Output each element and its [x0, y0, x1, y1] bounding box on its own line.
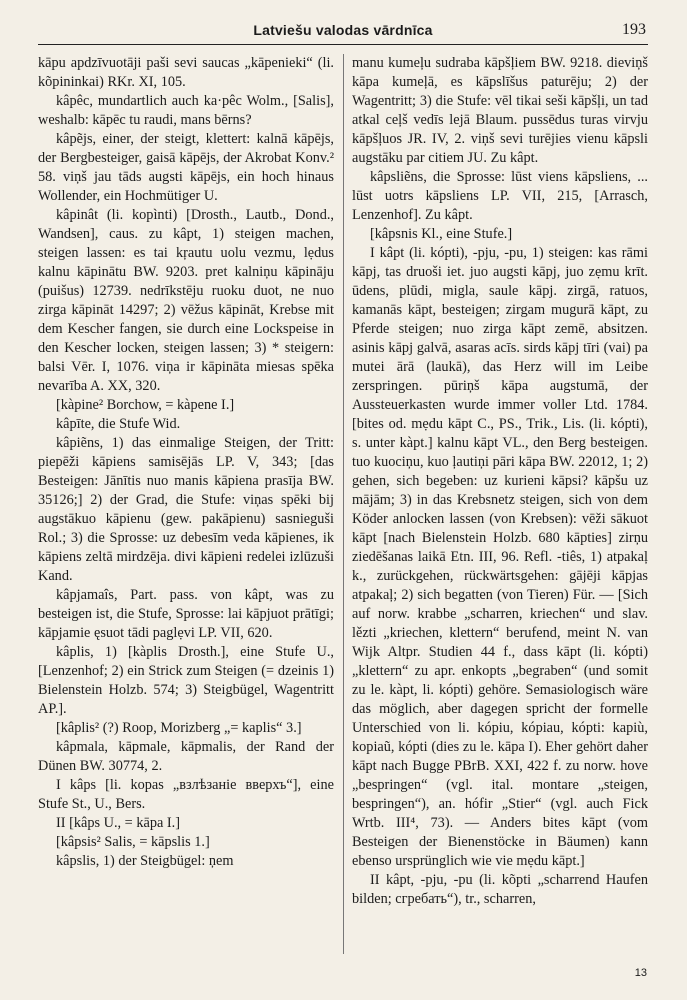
entry-kaps-2: II [kâps U., = kāpa I.] — [56, 815, 180, 831]
entry-kapec: kâpêc, mundartlich auch ka·pêc Wolm., [Salis], weshalb: kāpēc tu raudi, mans bērns? — [38, 93, 334, 128]
entry-kapsis2: [kâpsis² Salis, = kāpslis 1.] — [56, 834, 210, 850]
entry-kapejs: kâpẽjs, einer, der steigt, klettert: kalnā kāpējs, der Bergbesteiger, gaisā kāpējs, der Akrobat Konv.² 58. viņš jau tāds augsti kāpējs, ein hoch hinaus Wollender, ein Hochmütiger U. — [38, 131, 334, 204]
entry-kapjamais: kâpjamaîs, Part. pass. von kâpt, was zu besteigen ist, die Stufe, Sprosse: lai kāpjuot prātīgi; kāpjamie ęsuot tādi paglẹvi LP. VII, 620. — [38, 587, 334, 641]
left-column — [38, 54, 334, 954]
entry-kapmala: kâpmala, kāpmale, kāpmalis, der Rand der Dünen BW. 30774, 2. — [38, 739, 334, 774]
entry-kapsliens: kâpsliẽns, die Sprosse: lūst viens kāpsliens, ... lūst uotrs kāpsliens LP. VII, 215, [Arrasch, Lenzenhof]. Zu kâpt. — [352, 169, 648, 223]
entry-kaplis: kâplis, 1) [kàplis Drosth.], eine Stufe U., [Lenzenhof; 2) ein Strick zum Steigen (= dzeinis 1) Bielenstein Holzb. 574; 3) Steigbügel, Wagentritt AP.]. — [38, 644, 334, 717]
page-number: 193 — [622, 21, 646, 38]
entry-kaps-1: I kâps [li. kopas „взлѣзаніе вверхъ“], eine Stufe St., U., Bers. — [38, 777, 334, 812]
page-header — [38, 18, 648, 45]
entry-kapinat: kâpinât (li. kopìnti) [Drosth., Lautb., Dond., Wandsen], caus. zu kâpt, 1) steigen machen, steigen lassen: es tai kŗautu uolu vezmu, lẹdus kalnu kāpinātu BW. 9203. pret kalniņu kāpināju (puišus) 12739. nedrīkstēju ruoku duot, ne nuo zirga kāpināt 14297; 2) vēžus kāpināt, Krebse mit dem Kescher fangen, sie durch eine Lockspeise in den Kescher locken, steigen lassen; 3) * steigern: balsi Vēr. I, 1076. viņa ir kāpināta miesas spēka nevarība A. XX, 320. — [38, 207, 334, 394]
right-column — [352, 54, 648, 954]
entry-kaplis2: [kâplis² (?) Roop, Morizberg „= kaplis“ 3.] — [56, 720, 302, 736]
entry-kapslis-continuation: manu kumeļu sudraba kāpšļiem BW. 9218. dieviņš kāpa kumeļā, es kāpslīšus paturēju; 2) der Wagentritt; 3) die Stufe: vēl tikai seši kāpšļi, un tad atkal ceļš vedīs lejā Blaum. pussēdus turas virvju kāpšļuos JR. IV, 2. viņš sevi turējies vienu kāpsli augstāku par citiem JU. Zu kâpt. — [352, 55, 648, 166]
column-divider — [343, 54, 344, 954]
entry-kapite: kâpīte, die Stufe Wid. — [56, 416, 181, 432]
entry-kapslis: kâpslis, 1) der Steigbügel: ņem — [56, 853, 234, 869]
entry-kapt-2: II kâpt, -pju, -pu (li. kõpti „scharrend Haufen bilden; сгребать“), tr., scharren, — [352, 872, 648, 907]
dictionary-title: Latviešu valodas vārdnīca — [253, 22, 433, 38]
entry-continuation: kāpu apdzīvuotāji paši sevi saucas „kāpenieki“ (li. kõpininkai) RKr. XI, 105. — [38, 55, 334, 90]
entry-kapsnis: [kâpsnis Kl., eine Stufe.] — [370, 226, 513, 242]
entry-kapt-1: I kâpt (li. kópti), -pju, -pu, 1) steigen: kas rāmi kāpj, tas druoši iet. juo augsti kāpj, juo zẹmu krīt. ūdens, plūdi, migla, saule kāpj. zirgā, ratuos, kamanās kāpt, besteigen; zirgam mugurā kāpt, zu Pferde steigen; nuo zirga kāpt zemē, absitzen. asinis kāpj galvā, asaras acīs. sirds kāpj tīri (vai) pa mutei ārā (laukā), das Herz will im Leibe zerspringen. pūriņš kāpa augstumā, der Aussteuerkasten wurde immer voller Ltd. 1784. [bites od. mẹdu kāpt C., PS., Trik., Lis. (li. kópti), s. unter kàpt.] kalnu kāpt VL., den Berg besteigen. tuo kuociņu, kuo ļautiņi pāri kāpa BW. 22012, 1; 2) gehen, sich begeben: uz kurieni kāpsi? kāpšu uz mājām; 3) in das Krebsnetz steigen, sich von dem Köder anlocken lassen (von Krebsen): vēži sākuot kāpt [nach Bielenstein Holzb. 680 kāpties] zirņu ziedēšanas laikā Etn. III, 96. Refl. -tiês, 1) atpakaļ k., zurückgehen, rückwärtsgehen: gājēji kāpjas atpakaļ; 2) sich begatten (von Tieren) Für. — [Sich auf norw. krabbe „scharren, kriechen“ und slav. lězti „kriechen, klettern“ berufend, meint N. van Wijk Altpr. Studien 44 f., dass kāpt (li. kópti) „klettern“ zu apr. enkopts „begraben“ (und somit zu le. kàpt, li. kópti) gehöre. Semasiologisch wäre das möglich, aber dagegen spricht der formelle Unterschied von li. kópiu, kópiau, kópti: kapiù, kopiaũ, kópti (dies zu le. kāpa I). Eher gehört daher kāpt nach Bugge PBrB. XXI, 422 f. zu norw. hove „bespringen“ (vgl. ital. montare „steigen, bespringen“), an. hófir „Stier“ (vgl. auch Fick Wrtb. III⁴, 73). — Anders bites kāpt (vom Besteigen der Bienenstöcke in Bäumen) kann ebenso ursprünglich wie vie mẹdu kāpt.] — [352, 245, 648, 869]
printer-signature: 13 — [634, 967, 647, 979]
dictionary-body — [38, 54, 648, 954]
entry-kapine2: [kàpine² Borchow, = kàpene I.] — [56, 397, 235, 413]
entry-kapiens: kâpiẽns, 1) das einmalige Steigen, der Tritt: piepēži kāpiens samisējās LP. V, 343; [das Besteigen: Jānītis nuo manis kāpiena prasīja BW. 35126;] 2) der Grad, die Stufe: viņas spēki bij augstākuo kāpienu (gew. pakāpienu) sasnieguši Rol.; 3) die Sprosse: uz debesīm veda kāpienes, ik kāpiens zeltā mirdzēja. divi kāpieni redelei izlūzuši Kand. — [38, 435, 334, 584]
